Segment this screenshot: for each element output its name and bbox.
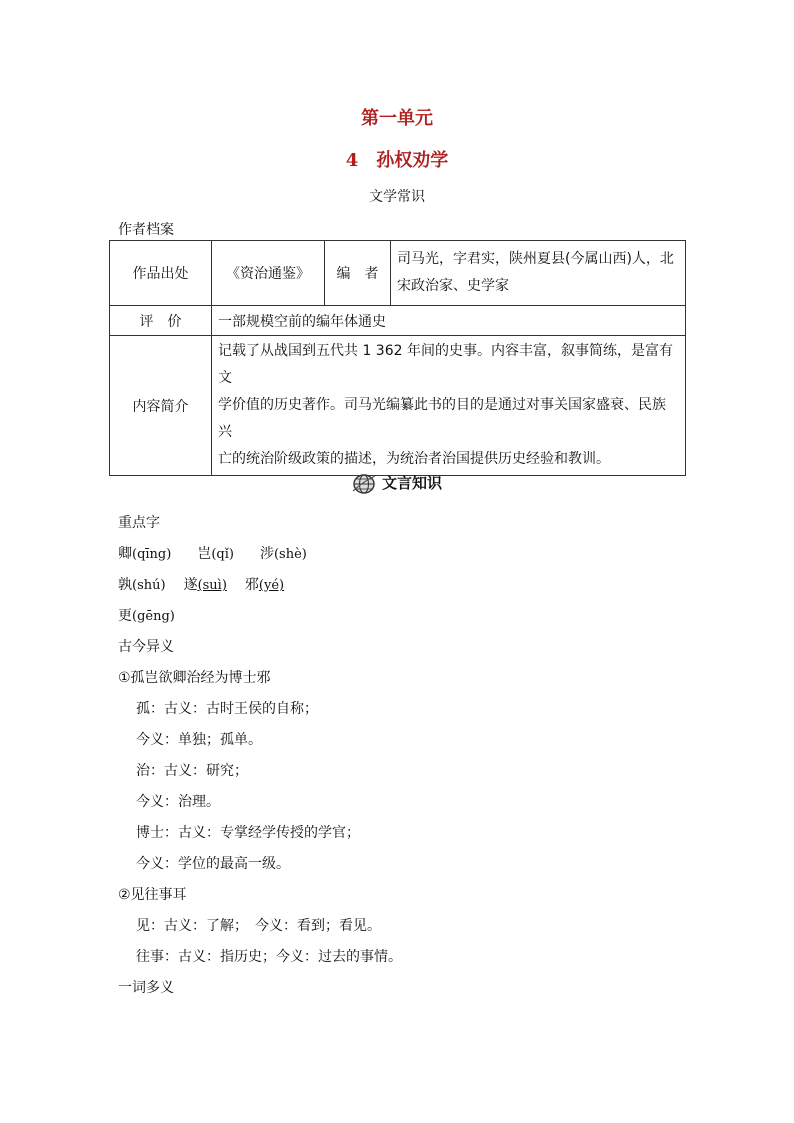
literary-knowledge-heading: 文学常识 [369, 189, 425, 205]
polysemy-label: 一词多义 [118, 980, 174, 996]
pinyin: (shè) [273, 547, 307, 562]
table-row [110, 241, 686, 306]
content-summary-value [212, 336, 686, 476]
pinyin: (qīng) [132, 547, 172, 562]
pinyin: (suì) [197, 578, 227, 593]
key-chars-row-2 [118, 574, 284, 594]
meaning-item: 今义：治理。 [136, 794, 220, 810]
sentence-1: ①孤岂欲卿治经为博士邪 [118, 670, 271, 686]
evaluation-label: 评 价 [110, 306, 212, 336]
content-summary-label: 内容简介 [110, 336, 212, 476]
editor-value-line: 司马光，字君实，陕州夏县(今属山西)人，北 [397, 251, 674, 267]
author-archive-table [109, 240, 686, 476]
lesson-title [0, 146, 794, 172]
key-char: 孰 [118, 577, 132, 593]
lesson-number: 4 [345, 150, 359, 171]
meaning-item: 治：古义：研究； [136, 763, 248, 779]
summary-line: 学价值的历史著作。司马光编纂此书的目的是通过对事关国家盛衰、民族兴 [218, 397, 666, 440]
editor-label: 编 者 [325, 241, 391, 306]
pinyin: (qǐ) [211, 547, 234, 562]
table-row [110, 306, 686, 336]
summary-line: 记载了从战国到五代共 1 362 年间的史事。内容丰富，叙事简练，是富有文 [218, 343, 673, 386]
key-char: 涉 [259, 546, 274, 562]
classical-knowledge-banner [0, 472, 794, 495]
work-source-label: 作品出处 [110, 241, 212, 306]
lesson-name: 孙权劝学 [376, 150, 449, 171]
key-chars-row-3 [118, 605, 175, 625]
pinyin: (shú) [132, 578, 166, 593]
work-source-value: 《资治通鉴》 [212, 241, 325, 306]
globe-emblem-icon [352, 473, 376, 495]
banner-title: 文言知识 [381, 474, 442, 492]
editor-value-line: 宋政治家、史学家 [397, 278, 509, 294]
table-row [110, 336, 686, 476]
key-chars-label: 重点字 [118, 515, 160, 531]
meaning-item: 今义：单独；孤单。 [136, 732, 262, 748]
summary-line: 亡的统治阶级政策的描述，为统治者治国提供历史经验和教训。 [218, 451, 610, 467]
key-char: 岂 [197, 546, 212, 562]
unit-title: 第一单元 [361, 108, 433, 129]
author-archive-label: 作者档案 [118, 222, 174, 238]
meaning-item: 今义：学位的最高一级。 [136, 856, 290, 872]
meaning-item: 博士：古义：专掌经学传授的学官； [136, 825, 360, 841]
key-char: 更 [118, 608, 132, 624]
evaluation-value: 一部规模空前的编年体通史 [212, 306, 686, 336]
meaning-item: 孤：古义：古时王侯的自称； [136, 701, 318, 717]
meaning-item: 见：古义：了解； 今义：看到；看见。 [136, 918, 381, 934]
key-char: 卿 [118, 546, 132, 562]
key-char: 邪 [244, 577, 259, 593]
pinyin: (yé) [258, 578, 285, 593]
key-char: 遂 [183, 577, 198, 593]
pinyin: (gēng) [132, 609, 175, 624]
key-chars-row-1 [118, 543, 307, 563]
ancient-modern-label: 古今异义 [118, 639, 174, 655]
sentence-2: ②见往事耳 [118, 887, 187, 903]
editor-value [391, 241, 686, 306]
meaning-item: 往事：古义：指历史；今义：过去的事情。 [136, 949, 402, 965]
